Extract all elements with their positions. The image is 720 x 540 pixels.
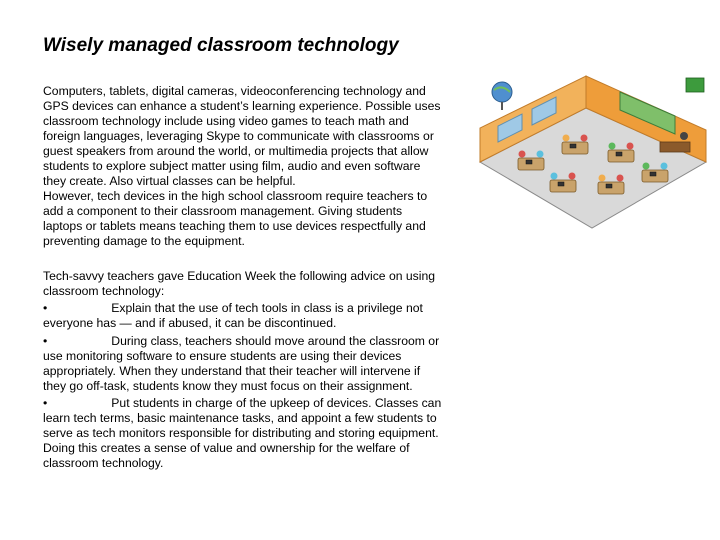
body-line: guest speakers from around the world, or multimedia projects that allow [43, 144, 429, 158]
bullet-item-first-line [43, 334, 439, 348]
bullet-text: During class, teachers should move around the classroom or [111, 334, 440, 348]
body-line: classroom technology include using video games to teach math and [43, 114, 409, 128]
body-line: laptops or tablets means teaching them to use devices respectfully and [43, 219, 426, 233]
slide-title: Wisely managed classroom technology [43, 35, 399, 56]
body-line: Computers, tablets, digital cameras, videoconferencing technology and [43, 84, 426, 98]
body-line: add a component to their classroom management. Giving students [43, 204, 403, 218]
bullet-marker: • [43, 396, 48, 410]
body-line: they create. Also virtual classes can be helpful. [43, 174, 296, 188]
bullet-item-line: everyone has — and if abused, it can be discontinued. [43, 316, 337, 330]
body-line: However, tech devices in the high school classroom require teachers to [43, 189, 428, 203]
bullet-item-line: learn tech terms, basic maintenance tasks, and appoint a few students to [43, 411, 437, 425]
bullet-item-line: they go off-task, students know they must focus on their assignment. [43, 379, 413, 393]
bullet-text: Put students in charge of the upkeep of devices. Classes can [111, 396, 442, 410]
bullet-marker: • [43, 334, 48, 348]
bullet-marker: • [43, 301, 48, 315]
bullet-item-line: serve as tech monitors responsible for distributing and storing equipment. [43, 426, 439, 440]
bullet-item-line: appropriately. When they understand that their teacher will intervene if [43, 364, 421, 378]
advice-intro-line: classroom technology: [43, 284, 165, 298]
body-line: preventing damage to the equipment. [43, 234, 245, 248]
bullet-item-line: use monitoring software to ensure students are using their devices [43, 349, 402, 363]
body-line: GPS devices can enhance a student’s learning experience. Possible uses [43, 99, 441, 113]
bullet-text: Explain that the use of tech tools in class is a privilege not [111, 301, 423, 315]
bullet-item-line: classroom technology. [43, 456, 164, 470]
advice-intro-line: Tech-savvy teachers gave Education Week the following advice on using [43, 269, 436, 283]
bullet-item-line: Doing this creates a sense of value and ownership for the welfare of [43, 441, 410, 455]
bullet-item-first-line [43, 396, 441, 410]
bullet-item-first-line [43, 301, 423, 315]
body-line: foreign languages, leveraging Skype to communicate with classrooms or [43, 129, 434, 143]
body-line: students to explore subject matter using film, audio and even software [43, 159, 421, 173]
classroom-illustration [470, 70, 712, 240]
